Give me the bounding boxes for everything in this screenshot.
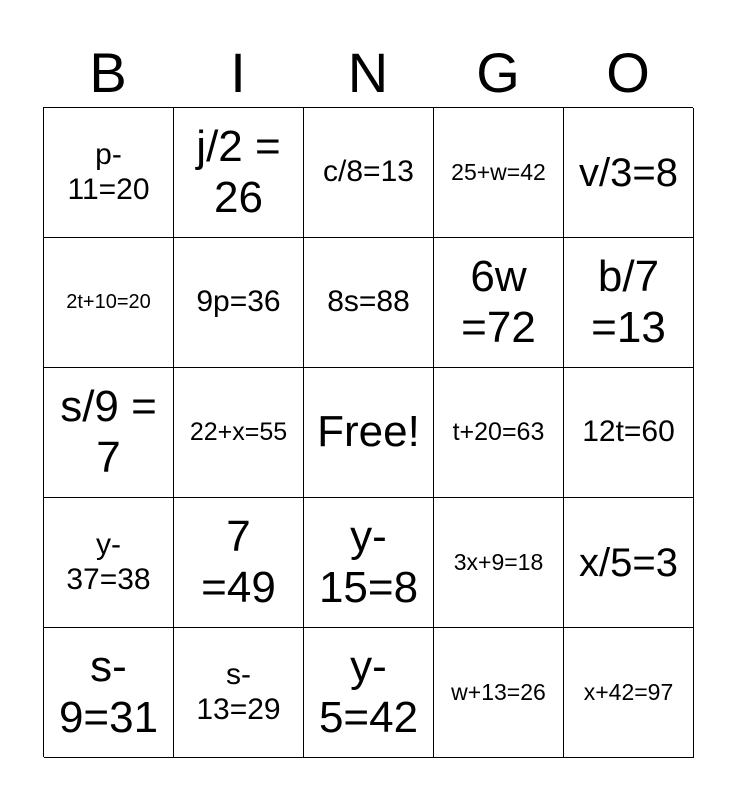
bingo-cell-o4: x/5=3 <box>564 498 694 628</box>
bingo-cell-n4: y- 15=8 <box>304 498 434 628</box>
bingo-cell-i5: s- 13=29 <box>174 628 304 758</box>
header-letter-o: O <box>606 41 650 104</box>
bingo-cell-o2: b/7 =13 <box>564 238 694 368</box>
bingo-cell-g5: w+13=26 <box>434 628 564 758</box>
bingo-cell-b4: y- 37=38 <box>44 498 174 628</box>
bingo-cell-g3: t+20=63 <box>434 368 564 498</box>
bingo-cell-n3-free: Free! <box>304 368 434 498</box>
header-letter-g: G <box>476 41 520 104</box>
bingo-grid <box>43 107 693 757</box>
bingo-cell-b1: p- 11=20 <box>44 108 174 238</box>
bingo-cell-b3: s/9 = 7 <box>44 368 174 498</box>
header-letter-n: N <box>347 41 389 104</box>
bingo-cell-i3: 22+x=55 <box>174 368 304 498</box>
bingo-cell-i4: 7 =49 <box>174 498 304 628</box>
bingo-cell-i1: j/2 = 26 <box>174 108 304 238</box>
bingo-cell-o1: v/3=8 <box>564 108 694 238</box>
bingo-cell-g4: 3x+9=18 <box>434 498 564 628</box>
header-letter-b: B <box>89 41 127 104</box>
bingo-cell-n1: c/8=13 <box>304 108 434 238</box>
bingo-cell-i2: 9p=36 <box>174 238 304 368</box>
bingo-header <box>43 38 693 108</box>
bingo-cell-g1: 25+w=42 <box>434 108 564 238</box>
bingo-cell-b5: s- 9=31 <box>44 628 174 758</box>
bingo-cell-o5: x+42=97 <box>564 628 694 758</box>
bingo-cell-n2: 8s=88 <box>304 238 434 368</box>
header-letter-i: I <box>230 41 246 104</box>
bingo-cell-n5: y- 5=42 <box>304 628 434 758</box>
bingo-cell-b2: 2t+10=20 <box>44 238 174 368</box>
bingo-cell-g2: 6w =72 <box>434 238 564 368</box>
bingo-cell-o3: 12t=60 <box>564 368 694 498</box>
